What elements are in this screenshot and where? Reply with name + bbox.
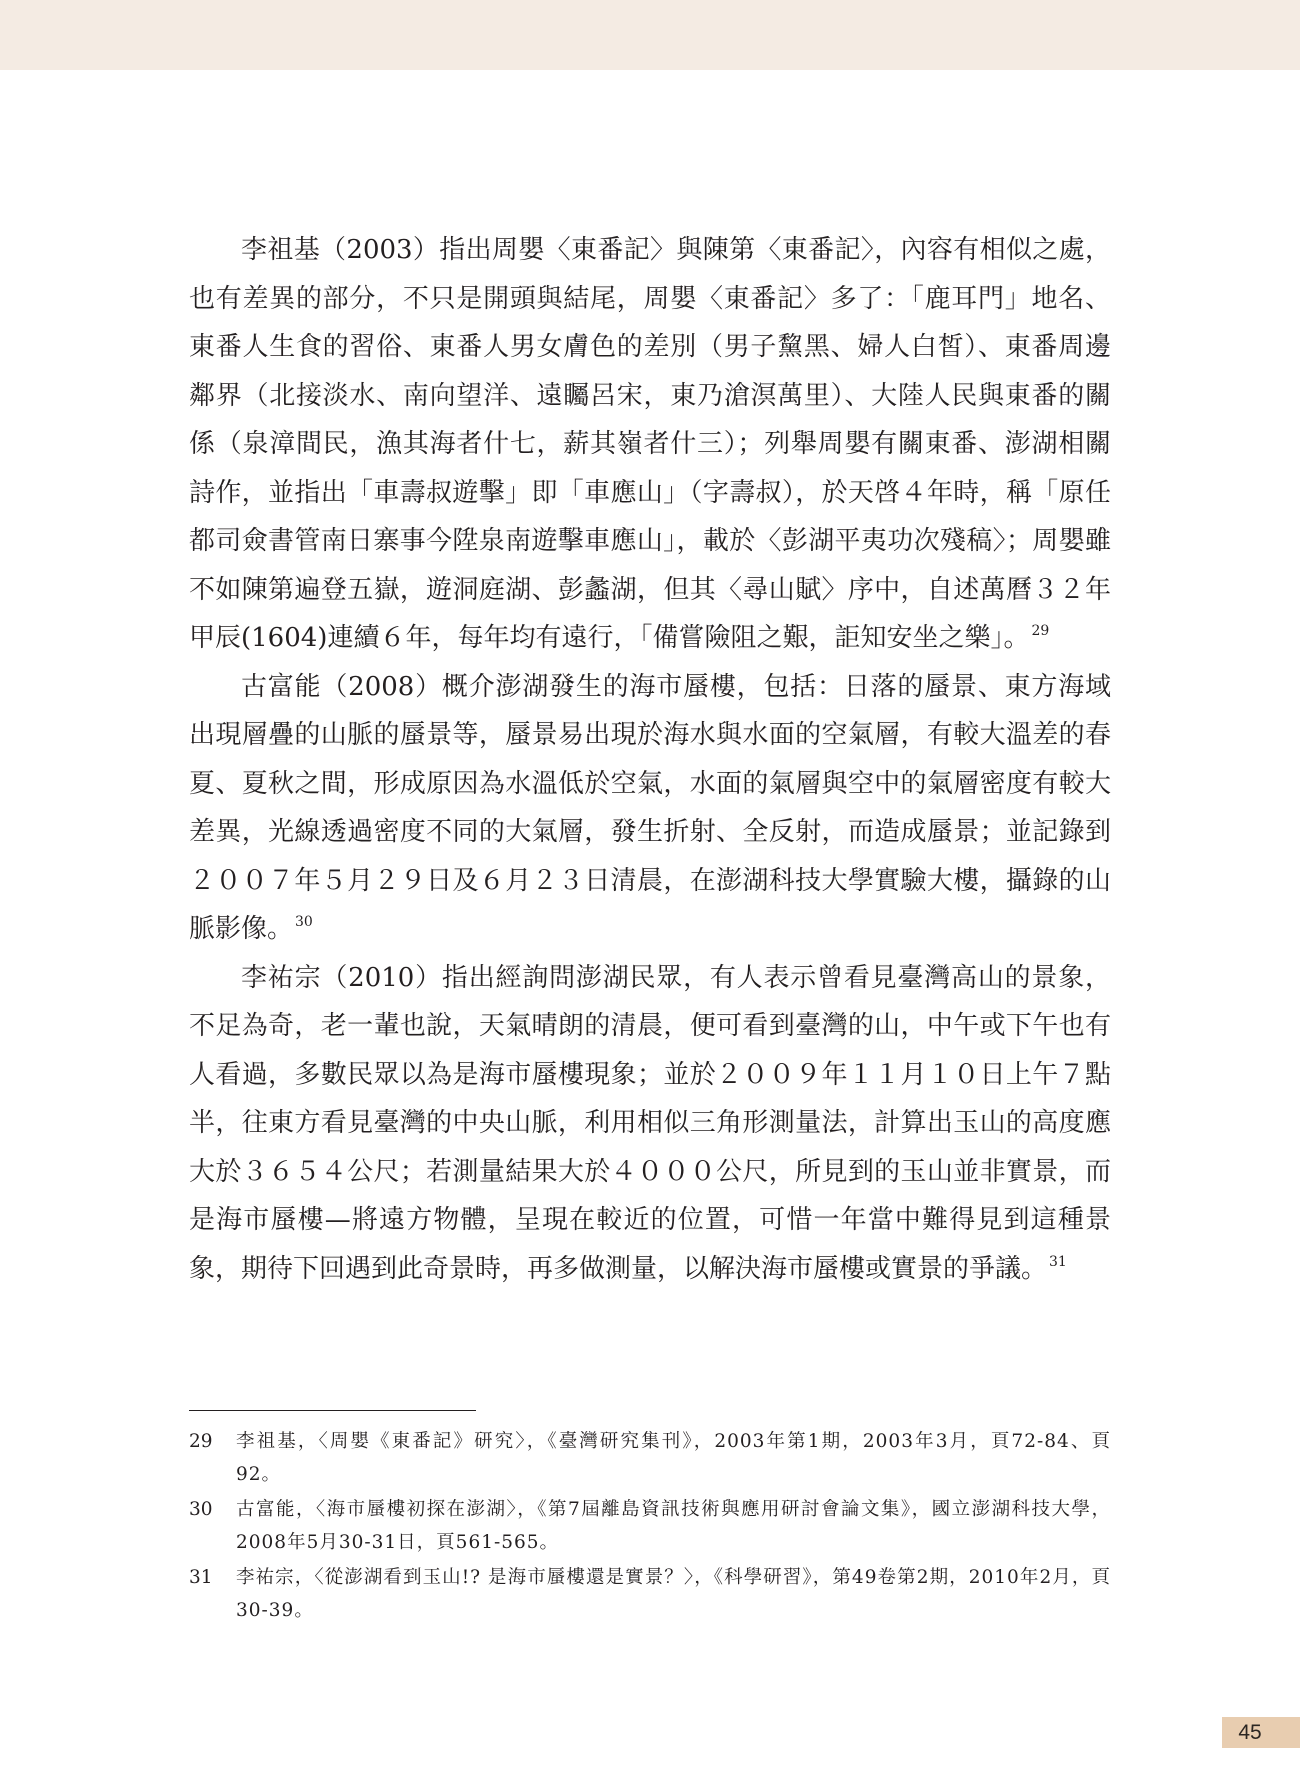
footnote <box>189 1425 1111 1491</box>
footnote <box>189 1561 1111 1627</box>
footnote-number: 30 <box>189 1499 213 1520</box>
footnote-text: 李祐宗，〈從澎湖看到玉山!? 是海市蜃樓還是實景？〉，《科學研習》，第49卷第2期，2010年2月，頁30-39。 <box>236 1567 1111 1621</box>
paragraph-text: 古富能（2008）概介澎湖發生的海市蜃樓，包括：日落的蜃景、東方海域出現層疊的山脈的蜃景等，蜃景易出現於海水與水面的空氣層，有較大溫差的春夏、夏秋之間，形成原因為水溫低於空氣，水面的氣層與空中的氣層密度有較大差異，光線透過密度不同的大氣層，發生折射、全反射，而造成蜃景；並記錄到２００７年５月２９日及６月２３日清晨，在澎湖科技大學實驗大樓，攝錄的山脈影像。 <box>189 671 1111 944</box>
paragraph-text: 李祖基（2003）指出周嬰〈東番記〉與陳第〈東番記〉，內容有相似之處，也有差異的部分，不只是開頭與結尾，周嬰〈東番記〉多了：「鹿耳門」地名、東番人生食的習俗、東番人男女膚色的差別（男子黧黑、婦人白皙）、東番周邊鄰界（北接淡水、南向望洋、遠矚呂宋，東乃滄溟萬里）、大陸人民與東番的關係（泉漳間民，漁其海者什七，薪其嶺者什三）；列舉周嬰有關東番、澎湖相關詩作，並指出「車壽叔遊擊」即「車應山」（字壽叔），於天啓４年時，稱「原任都司僉書管南日寨事今陞泉南遊擊車應山」，載於〈彭湖平夷功次殘稿〉；周嬰雖不如陳第遍登五嶽，遊洞庭湖、彭蠡湖，但其〈尋山賦〉序中，自述萬曆３２年甲辰(1604)連續６年，每年均有遠行，「備嘗險阻之艱，詎知安坐之樂」。 <box>189 235 1111 653</box>
paragraph <box>189 663 1111 954</box>
paragraph-text: 李祐宗（2010）指出經詢問澎湖民眾，有人表示曾看見臺灣高山的景象，不足為奇，老一輩也說，天氣晴朗的清晨，便可看到臺灣的山，中午或下午也有人看過，多數民眾以為是海市蜃樓現象；並於２００９年１１月１０日上午７點半，往東方看見臺灣的中央山脈，利用相似三角形測量法，計算出玉山的高度應大於３６５４公尺；若測量結果大於４０００公尺，所見到的玉山並非實景，而是海市蜃樓—將遠方物體，呈現在較近的位置，可惜一年當中難得見到這種景象，期待下回遇到此奇景時，再多做測量，以解決海市蜃樓或實景的爭議。 <box>189 962 1111 1284</box>
footnote-number: 31 <box>189 1567 213 1588</box>
footnote-separator <box>189 1410 476 1411</box>
footnote-ref: 29 <box>1031 623 1050 639</box>
footnote <box>189 1493 1111 1559</box>
footnotes <box>189 1425 1111 1629</box>
paragraph <box>189 226 1111 663</box>
page-number: 45 <box>1238 1721 1262 1744</box>
footnote-text: 古富能，〈海市蜃樓初探在澎湖〉，《第7屆離島資訊技術與應用研討會論文集》，國立澎湖科技大學，2008年5月30-31日，頁561-565。 <box>236 1499 1111 1553</box>
footnote-ref: 31 <box>1049 1253 1067 1270</box>
footnote-number: 29 <box>189 1431 213 1452</box>
footnote-text: 李祖基，〈周嬰《東番記》研究〉，《臺灣研究集刊》，2003年第1期，2003年3月，頁72-84、頁92。 <box>236 1431 1111 1485</box>
paragraph <box>189 954 1111 1294</box>
body-text <box>189 226 1111 1293</box>
header-band <box>0 0 1300 70</box>
footnote-ref: 30 <box>295 914 313 930</box>
